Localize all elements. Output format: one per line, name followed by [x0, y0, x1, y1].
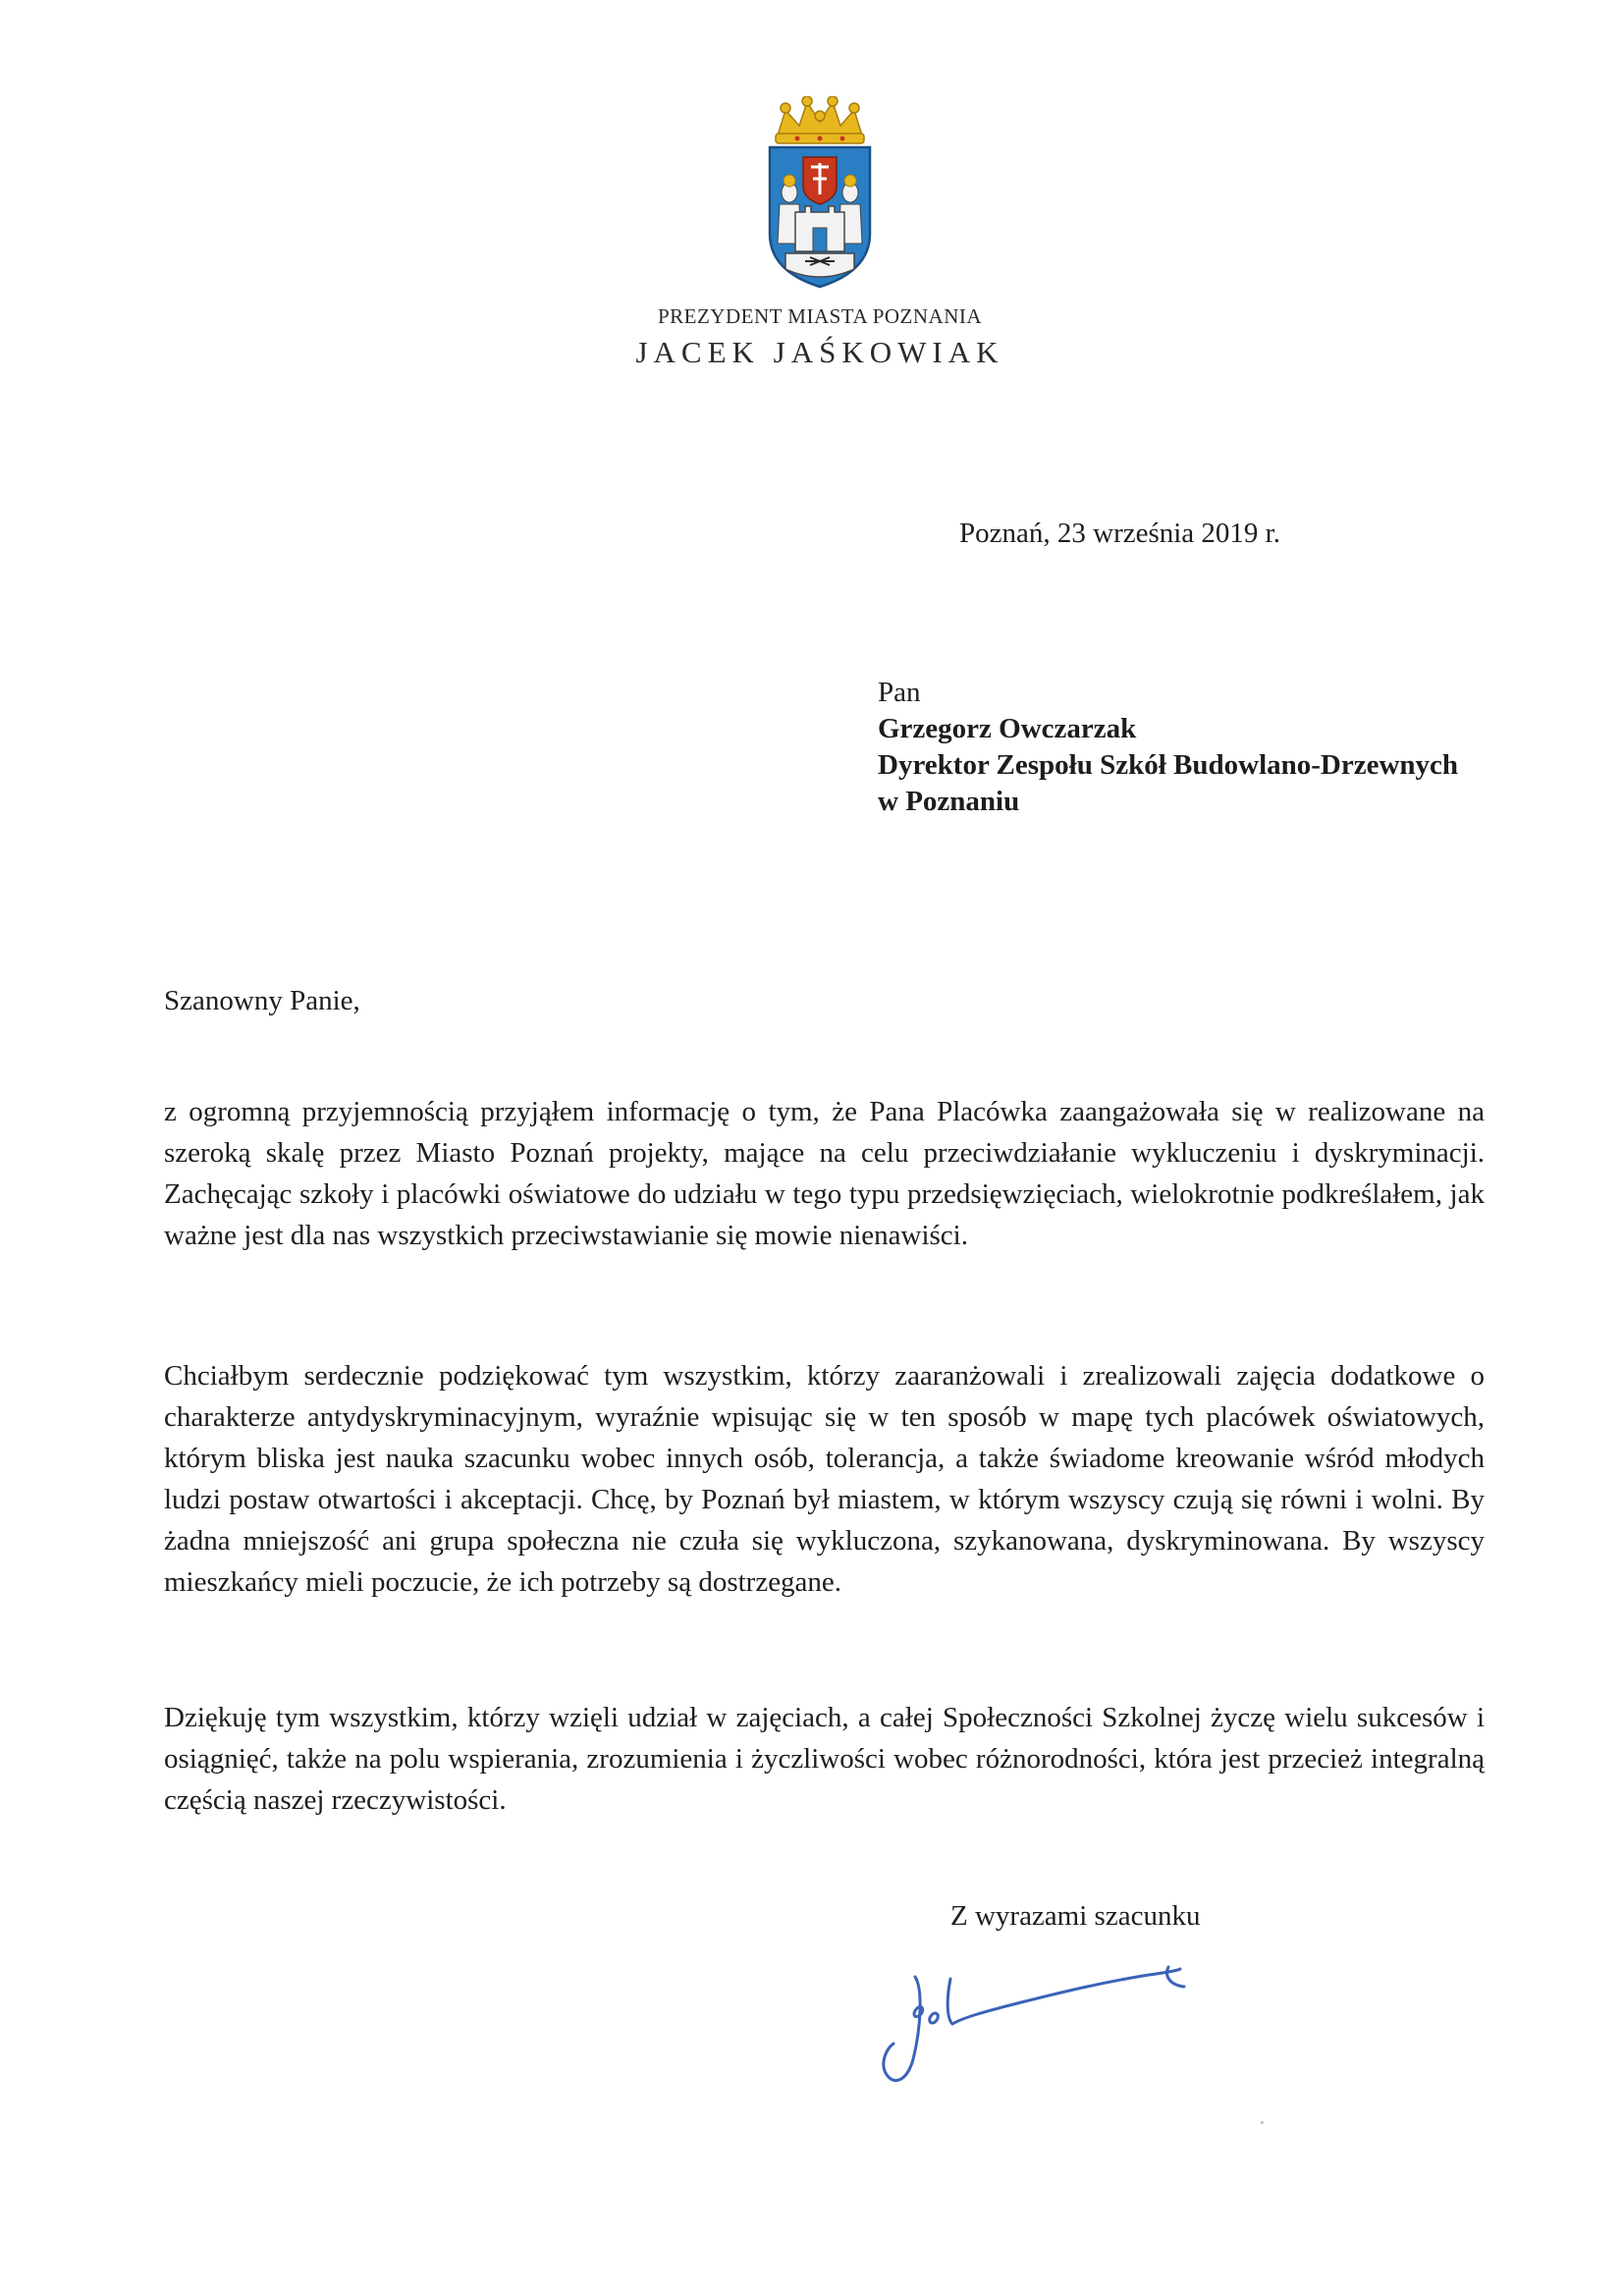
- closing: Z wyrazami szacunku: [950, 1900, 1201, 1932]
- recipient-prefix: Pan: [878, 677, 921, 708]
- office-title: PREZYDENT MIASTA POZNANIA: [657, 304, 983, 328]
- letterhead: [589, 304, 1051, 370]
- recipient-name: Grzegorz Owczarzak: [878, 713, 1137, 744]
- handwritten-signature-icon: [864, 1949, 1237, 2097]
- poznan-coat-of-arms-icon: [756, 96, 884, 289]
- recipient-location: w Poznaniu: [878, 786, 1020, 817]
- office-name: JACEK JAŚKOWIAK: [635, 335, 1004, 369]
- greeting: Szanowny Panie,: [164, 985, 360, 1016]
- scan-speck: [1261, 2121, 1264, 2124]
- paragraph-2: Chciałbym serdecznie podziękować tym wszystkim, którzy zaaranżowali i zrealizowali zajęcia dodatkowe o charakterze antydyskryminacyjnym, wyraźnie wpisując się w ten sposób w mapę tych placówek oświatowych, którym bliska jest nauka szacunku wobec innych osób, tolerancja, a także świadome kreowanie wśród młodych ludzi postaw otwartości i akceptacji. Chcę, by Poznań był miastem, w którym wszyscy czują się równi i wolni. By żadna mniejszość ani grupa społeczna nie czuła się wykluczona, szykanowana, dyskryminowana. By wszyscy mieszkańcy mieli poczucie, że ich potrzeby są dostrzegane.: [164, 1360, 1485, 1598]
- recipient-title: Dyrektor Zespołu Szkół Budowlano-Drzewnych: [878, 749, 1459, 781]
- letter-date: Poznań, 23 września 2019 r.: [959, 518, 1280, 549]
- paragraph-1: z ogromną przyjemnością przyjąłem informację o tym, że Pana Placówka zaangażowała się w realizowane na szeroką skalę przez Miasto Poznań projekty, mające na celu przeciwdziałanie wykluczeniu i dyskryminacji. Zachęcając szkoły i placówki oświatowe do udziału w tego typu przedsięwzięciach, wielokrotnie podkreślałem, jak ważne jest dla nas wszystkich przeciwstawianie się mowie nienawiści.: [164, 1096, 1485, 1251]
- recipient-block: [878, 675, 1458, 820]
- paragraph-3: Dziękuję tym wszystkim, którzy wzięli udział w zajęciach, a całej Społeczności Szkolnej życzę wielu sukcesów i osiągnięć, także na polu wspierania, zrozumienia i życzliwości wobec różnorodności, która jest przecież integralną częścią naszej rzeczywistości.: [164, 1702, 1485, 1816]
